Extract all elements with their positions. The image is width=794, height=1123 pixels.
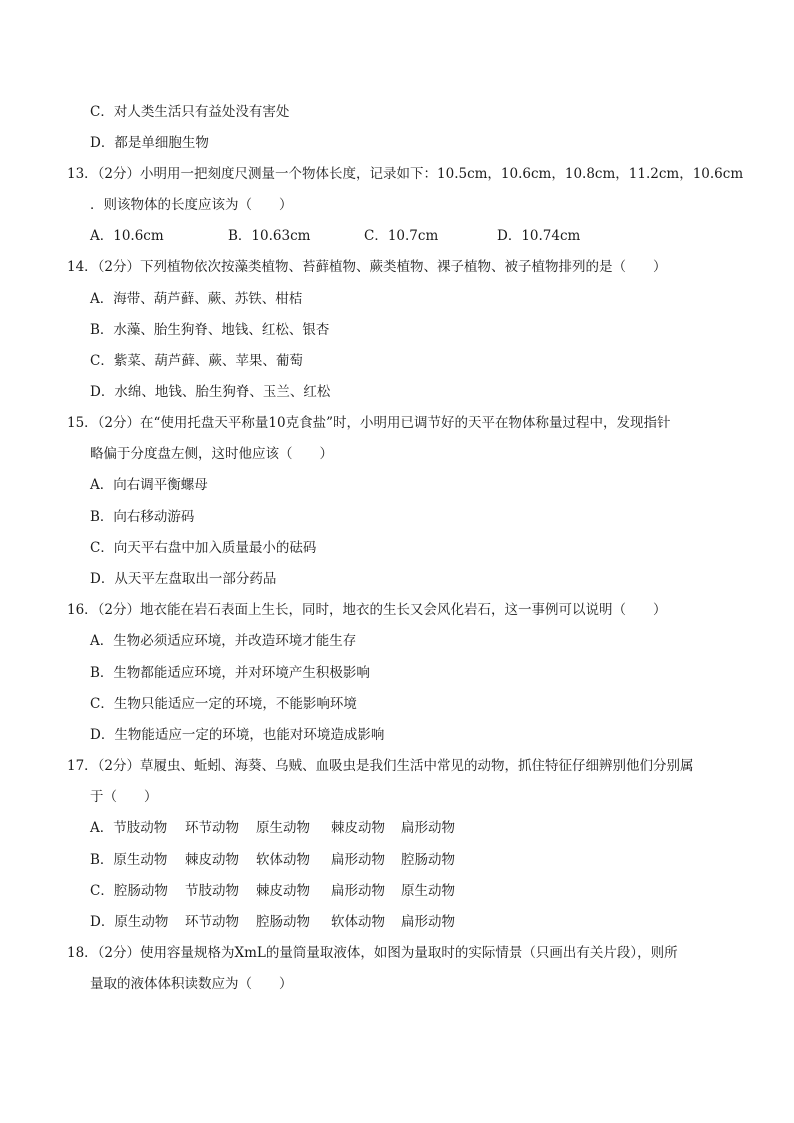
q17-option-c: [90, 881, 510, 901]
q17-c-col3: 棘皮动物: [256, 883, 310, 899]
q14-option-d: D．水绵、地钱、胎生狗脊、玉兰、红松: [90, 384, 331, 400]
q16-option-d: D．生物能适应一定的环境，也能对环境造成影响: [90, 727, 385, 743]
q14-option-a: A．海带、葫芦藓、蕨、苏铁、柑桔: [90, 291, 303, 307]
q17-option-d: [90, 912, 510, 932]
q16-option-b: B．生物都能适应环境，并对环境产生积极影响: [90, 665, 370, 681]
q16-stem: 16．（2分）地衣能在岩石表面上生长，同时，地衣的生长又会风化岩石，这一事例可以说明（ ）: [67, 602, 667, 618]
q14-stem: 14．（2分）下列植物依次按藻类植物、苔藓植物、蕨类植物、裸子植物、被子植物排列的是（ ）: [67, 259, 667, 275]
prev-option-c: C．对人类生活只有益处没有害处: [90, 104, 290, 120]
q17-b-col2: 棘皮动物: [185, 852, 239, 868]
q17-a-col1: A．节肢动物: [90, 820, 168, 836]
q17-c-col4: 扁形动物: [331, 883, 385, 899]
q18-stem-line2: 量取的液体体积读数应为（ ）: [90, 976, 293, 992]
q17-b-col3: 软体动物: [256, 852, 310, 868]
q17-d-col2: 环节动物: [185, 914, 239, 930]
q16-option-c: C．生物只能适应一定的环境，不能影响环境: [90, 696, 357, 712]
q17-a-col3: 原生动物: [256, 820, 310, 836]
q17-a-col2: 环节动物: [185, 820, 239, 836]
q17-c-col1: C．腔肠动物: [90, 883, 168, 899]
q17-c-col5: 原生动物: [401, 883, 455, 899]
q17-d-col5: 扁形动物: [401, 914, 455, 930]
q17-d-col3: 腔肠动物: [256, 914, 310, 930]
q13-option-c: C．10.7cm: [364, 228, 439, 244]
q17-stem-line2: 于（ ）: [90, 789, 158, 805]
q14-option-b: B．水藻、胎生狗脊、地钱、红松、银杏: [90, 322, 330, 338]
q15-option-d: D．从天平左盘取出一部分药品: [90, 571, 277, 587]
q15-stem-line1: 15．（2分）在“使用托盘天平称量10克食盐”时，小明用已调节好的天平在物体称量过程中，发现指针: [67, 415, 671, 431]
q17-d-col4: 软体动物: [331, 914, 385, 930]
q17-option-a: [90, 818, 510, 838]
q17-d-col1: D．原生动物: [90, 914, 169, 930]
q13-option-a: A．10.6cm: [90, 228, 164, 244]
q13-options: [90, 226, 730, 246]
q13-option-d: D．10.74cm: [497, 228, 581, 244]
q13-option-b: B．10.63cm: [228, 228, 311, 244]
q17-b-col1: B．原生动物: [90, 852, 168, 868]
q15-option-b: B．向右移动游码: [90, 509, 195, 525]
q17-a-col4: 棘皮动物: [331, 820, 385, 836]
q14-option-c: C．紫菜、葫芦藓、蕨、苹果、葡萄: [90, 353, 303, 369]
q15-option-c: C．向天平右盘中加入质量最小的砝码: [90, 540, 317, 556]
q17-c-col2: 节肢动物: [185, 883, 239, 899]
q17-a-col5: 扁形动物: [401, 820, 455, 836]
q13-stem-line2: ．则该物体的长度应该为（ ）: [90, 197, 293, 213]
q15-stem-line2: 略偏于分度盘左侧，这时他应该（ ）: [90, 446, 333, 462]
q17-option-b: [90, 850, 510, 870]
prev-option-d: D．都是单细胞生物: [90, 135, 209, 151]
q17-b-col5: 腔肠动物: [401, 852, 455, 868]
q13-stem-line1: 13．（2分）小明用一把刻度尺测量一个物体长度，记录如下：10.5cm，10.6cm，10.8cm，11.2cm，10.6cm: [67, 166, 744, 182]
q18-stem-line1: 18．（2分）使用容量规格为XmL的量筒量取液体，如图为量取时的实际情景（只画出有关片段），则所: [67, 945, 678, 961]
q17-b-col4: 扁形动物: [331, 852, 385, 868]
q17-stem-line1: 17．（2分）草履虫、蚯蚓、海葵、乌贼、血吸虫是我们生活中常见的动物，抓住特征仔细辨别他们分别属: [67, 758, 694, 774]
q15-option-a: A．向右调平衡螺母: [90, 477, 208, 493]
q16-option-a: A．生物必须适应环境，并改造环境才能生存: [90, 633, 357, 649]
